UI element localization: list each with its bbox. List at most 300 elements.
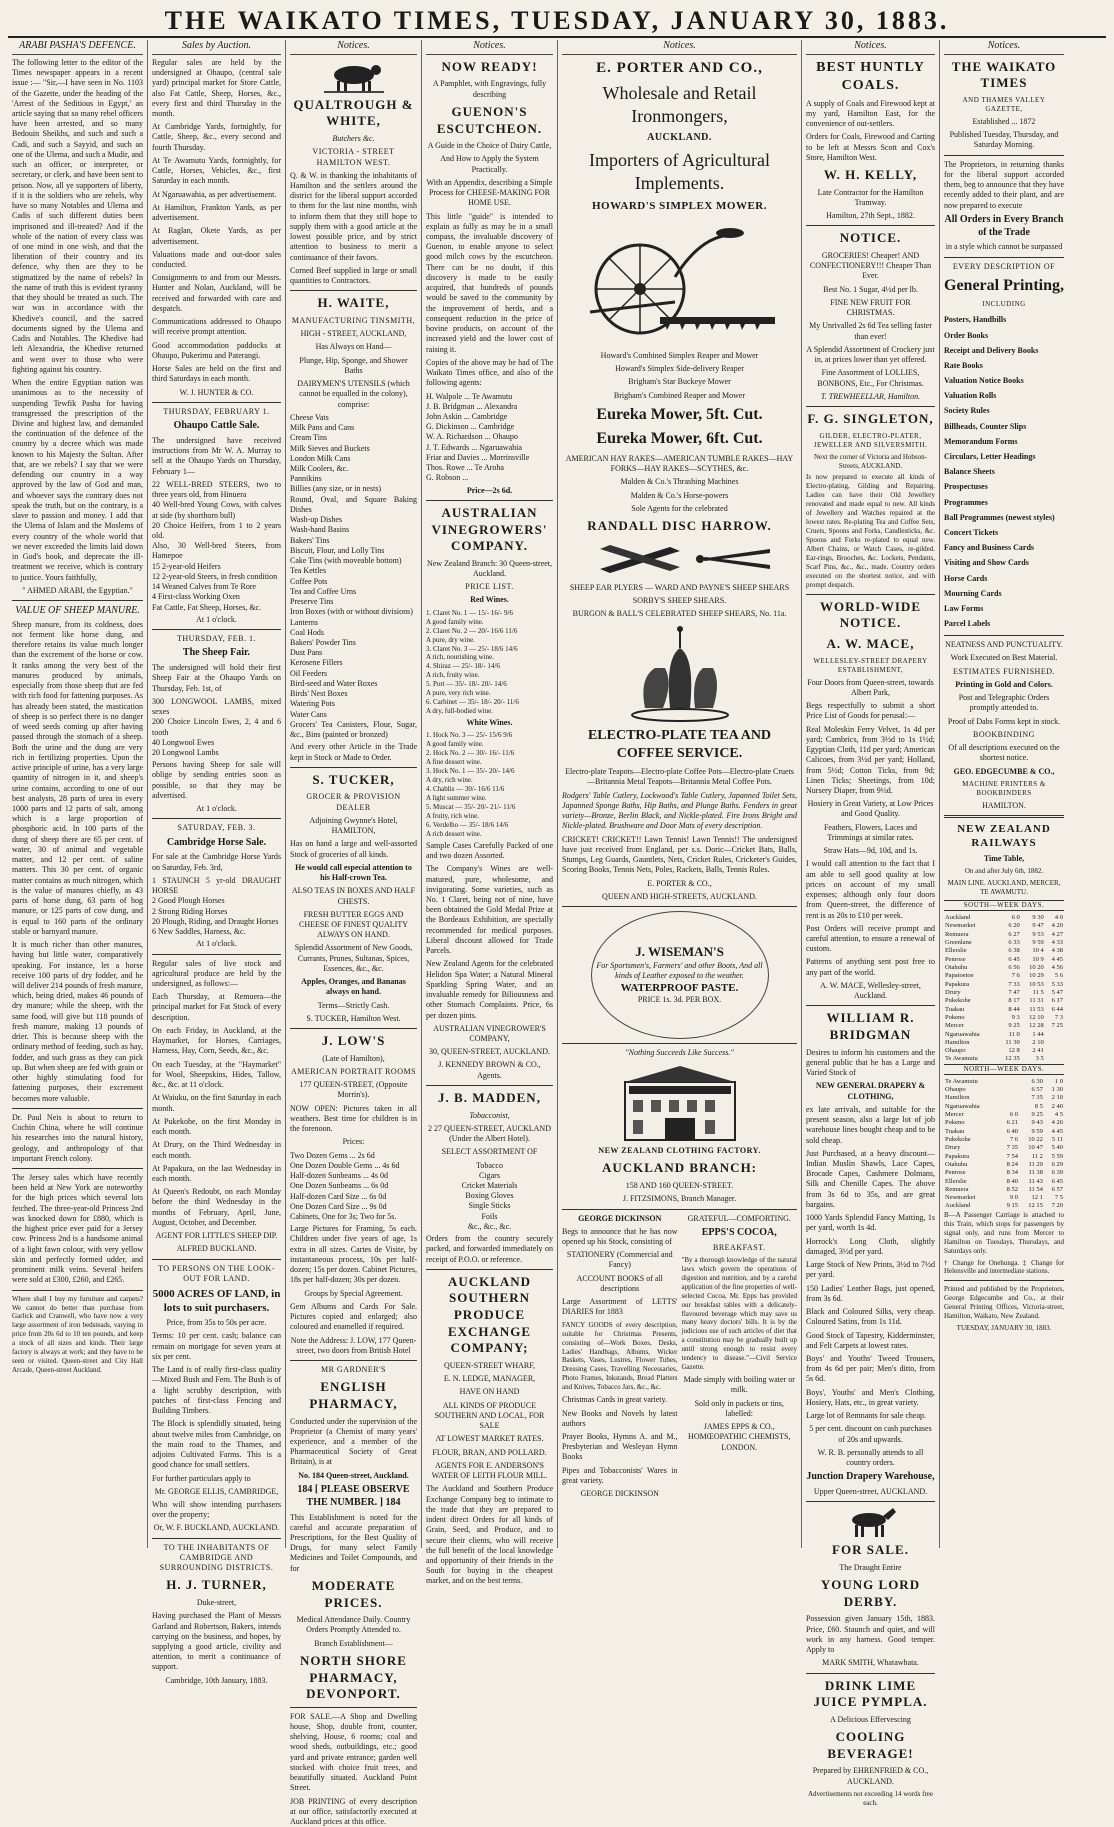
station-cell: Greenlane <box>945 939 972 947</box>
time-cell: 9 59 <box>1032 939 1044 947</box>
vinegrowers-address: New Zealand Branch: 30 Queen-street, Auckland. <box>426 558 553 578</box>
waite-has: Has Always on Hand— <box>315 342 392 352</box>
turner-date: Cambridge, 10th January, 1883. <box>165 1675 268 1685</box>
time-cell: 11 38 <box>1028 1169 1043 1177</box>
live-stock-p23: At Papakura, on the last Wednesday in each month. <box>152 1163 281 1183</box>
divider <box>944 257 1064 258</box>
lot: 22 WELL-BRED STEERS, two to three years old, from Hinuera <box>152 479 281 500</box>
tucker-p9: ALSO TEAS IN BOXES AND HALF CHESTS. <box>291 886 416 906</box>
printing-item: Rate Books <box>944 360 983 370</box>
singleton-text: Is now prepared to execute all kinds of Electro-plating, Gilding and Repairing. Ladies can have their Old Jewellery renovated and made equal to new. All kinds of Jewellery and Watches repaired at the lowest rates. Re-plating Tea and Coffee Sets, Cruets, Spoons and Forks, Candlesticks, &c. Spoons and Forks re-plated to equal new. Albert Chains, or Watch Cases, re-gilded. Ear-rings, Brooches, &c. Lockets, Pendants, Scarf Pins, &c., &c., made. Country orders executed on the shortest notice, and with prompt despatch. <box>806 473 935 589</box>
auction-p6: At Raglan, Okete Yards, as per advertisement. <box>152 226 281 246</box>
gardner-head: MR GARDNER'S <box>320 1365 386 1375</box>
printing-item: Receipt and Delivery Books <box>944 345 1039 355</box>
station-cell: Remuera <box>945 930 969 938</box>
mark-smith: MARK SMITH, Whatawhata. <box>822 1658 919 1668</box>
table-row <box>944 1119 1064 1127</box>
produce-p16: AGENTS FOR E. ANDERSON'S WATER OF LEITH FLOUR MILL. <box>431 1460 548 1481</box>
time-cell: 6 40 <box>1006 1127 1018 1135</box>
notices-heading: Notices. <box>806 40 935 55</box>
printing-item: Valuation Rolls <box>944 391 997 401</box>
table-row <box>944 1128 1064 1136</box>
divider <box>426 500 553 501</box>
low-open: NOW OPEN: Pictures taken in all weathers. Best time for children is in the forenoon. <box>290 1103 417 1134</box>
table-row <box>944 1078 1064 1086</box>
wine-item: A rich, fruity wine. <box>426 671 480 680</box>
table-row <box>944 931 1064 939</box>
time-cell: 10 53 <box>1029 980 1044 988</box>
table-row <box>944 1031 1064 1039</box>
agent-item: G. Dickinson ... Cambridge <box>426 422 515 432</box>
divider <box>12 1108 143 1109</box>
list-item: Round, Oval, and Square Baking Dishes <box>290 494 417 514</box>
arabi-para-1: The following letter to the editor of the Times newspaper appears in a recent issue :— "Sir,—I have seen in No. 1103 of the Gazette, under the heading of the 'Arrest of the Seditious in Egypt,' an article saying that so many rebel officers have been arrested, and so many Bedouin Sheikhs, and such and such a Cadi, and such a Sayyid, and such an one of the Ulema, and such a Mudir, and such an officer, or interpreter, or secretary, or clerk, and have been sent to prison. Now, all ye supporters of liberty, if it is the soldiers who are rebels, why have so many Notables and Ulema and Cadis of such different duties been imprisoned and ill-treated? And if the whole of the nation of every class was of one mind in one wish, and that the liberation of their country and its defence, why then are they to be stigmatized by the name of rebels? In the name of truth this is evident tyranny that they should be treated as such. The war was in accordance with the Khedive's council, and the sacred documents signed by the Ulema and Cadis and Notables. The Khedive had left Alexandria, the Khedive returned and went over to those who were fighting against his country. <box>12 57 143 374</box>
price-item: One Dozen Card Size ... 9s 0d <box>290 1201 387 1211</box>
sale-time-3: At 1 o'clock. <box>196 939 237 949</box>
divider <box>290 1028 417 1029</box>
list-item: Watering Pots <box>290 699 335 709</box>
printing-item: Balance Sheets <box>944 467 995 477</box>
produce-p15: FLOUR, BRAN, AND POLLARD. <box>432 1447 547 1457</box>
agent-item: Thos. Rowe ... Te Aroha <box>426 463 504 473</box>
guenon-p5: This little "guide" is intended to explain as fully as may be in a small compass, the invaluable discovery of Guenon, to enable anyone to select good milch cows by the escutcheon. There can be no doubt, if this discovery is made to be easily acquired, that hundreds of pounds would be saved to the community by the improvement of herds, and a consequent reduction in the price of bovine products, on account of the increased yield and the lower cost of raising it. <box>426 211 553 354</box>
ox-icon <box>324 59 384 93</box>
time-cell <box>999 1086 1019 1094</box>
job-printing: JOB PRINTING of every description at our office, satisfactorily executed at Auckland prices at this office. <box>290 1796 417 1827</box>
imprint: Printed and published by the Proprietors, George Edgecumbe and Co., at their General Printing Offices, Victoria-street, Hamilton, Waikato, New Zealand. <box>944 1285 1064 1321</box>
eureka-5ft: Eureka Mower, 5ft. Cut. <box>596 405 763 423</box>
nz-branch-manager: J. FITZSIMONS, Branch Manager. <box>622 1194 737 1204</box>
list-item: Biscuit, Flour, and Lolly Tins <box>290 545 385 555</box>
pamphlet-desc: A Pamphlet, with Engravings, fully describing <box>432 79 547 99</box>
table-row <box>944 1136 1064 1144</box>
epps-company: JAMES EPPS & CO., HOMŒOPATHIC CHEMISTS, LONDON. <box>688 1422 791 1452</box>
tucker-p10: FRESH BUTTER EGGS AND CHEESE OF FINEST QUALITY ALWAYS ON HAND. <box>299 909 408 940</box>
turner-name: H. J. TURNER, <box>166 1577 267 1593</box>
divider <box>152 629 281 630</box>
auction-p2: At Cambridge Yards, fortnightly, for Cattle, Sheep, &c., every second and fourth Thursday. <box>152 122 281 152</box>
time-cell: 3 5 <box>1035 1055 1044 1063</box>
time-cell: 12 35 <box>1005 1055 1020 1063</box>
dickinson-stationery: STATIONERY (Commercial and Fancy) <box>566 1250 673 1270</box>
lot: 200 Choice Lincoln Ewes, 2, 4 and 6 tooth <box>152 717 281 737</box>
time-cell: 6 0 <box>1009 1111 1018 1118</box>
hay-rakes: AMERICAN HAY RAKES—AMERICAN TUMBLE RAKES—HAY FORKS—HAY RAKES—SCYTHES, &c. <box>565 453 794 474</box>
station-cell: Auckland <box>945 1202 971 1210</box>
mower-line-3: Brigham's Star Buckeye Mower <box>628 377 731 387</box>
time-cell: 11 29 <box>1028 1160 1043 1168</box>
wiseman-seal <box>591 911 769 1039</box>
wine-item: A rich, nourishing wine. <box>426 653 494 662</box>
time-cell: 6 29 <box>1051 1160 1063 1168</box>
table-row <box>944 1039 1064 1047</box>
time-cell: 7 54 <box>1006 1152 1018 1160</box>
divider <box>944 815 1064 818</box>
list-item: Kerosene Fillers <box>290 658 343 668</box>
time-cell: 6 45 <box>1051 1177 1063 1185</box>
bridgman-drapery: NEW GENERAL DRAPERY & CLOTHING, <box>815 1081 926 1101</box>
guenon-agents <box>426 392 553 484</box>
produce-exchange-address: QUEEN-STREET WHARF, <box>443 1360 536 1370</box>
divider <box>290 767 417 768</box>
time-cell: 6 45 <box>1008 955 1020 963</box>
time-cell: 1 0 <box>1054 1077 1063 1085</box>
live-stock-intro: Regular sales of live stock and agricultural produce are held by the undersigned, as follows:— <box>152 958 281 988</box>
auction-p7: Valuations made and out-door sales conducted. <box>152 249 281 270</box>
manure-para-1: Sheep manure, from its coldness, does not ferment like horse dung, and therefore retains its value much longer than the excrement of the horse or cow. It ranks among the very best of the manures produced by animals, especially from those sheep that are fed with rich food for fattening purposes. As has already been stated, the mastication of sheep is so perfect there is no danger of weed seeds coming up after having passed through the stomach of a sheep. Both the urine and the dung are very rich in fertilizing properties. Upon the active principle of urine, has a very large quantity of nitrogen in it, and sheep's urine contains, according to one of our best analysts, 28 parts of urea in every 1000 parts and 12 parts of salt, among which is a large proportion of phosphoric acid. In 100 parts of the dung of sheep there are 65 per cent. of water, 30 of animal and vegetable matter, and 12 per cent. of saline matters. This 30 per cent. of organic matter contains as much nitrogen, which is the value of manures chiefly, as 43 parts of horse dung, 63 parts of hog manure, or 125 parts of cow dung, and is equal to 160 parts of the ordinary stable or barnyard manure. <box>12 619 143 936</box>
estimates: ESTIMATES FURNISHED. <box>952 666 1055 676</box>
time-cell: 10 29 <box>1029 972 1044 980</box>
notice-title: NOTICE. <box>839 230 902 246</box>
cooling-beverage: COOLING BEVERAGE! <box>827 1729 914 1761</box>
tucker-p7: Has on hand a large and well-assorted Stock of groceries of all kinds. <box>290 839 417 859</box>
time-cell: 9 15 <box>1006 1202 1018 1210</box>
tea-selling: My Unrivalled 2s 6d Tea selling faster than ever! <box>809 321 932 341</box>
divider <box>426 1085 553 1086</box>
list-item: Cream Tins <box>290 433 328 443</box>
produce-p12: HAVE ON HAND <box>459 1387 520 1397</box>
station-cell: Ellerslie <box>945 1177 967 1185</box>
time-cell: 7 35 <box>1031 1094 1043 1102</box>
sale-intro-1: The undersigned have received instructions from Mr W. A. Murray to sell at the Ohaupo Yards on Thursday, February 1— <box>152 435 281 476</box>
sale-lots-2 <box>152 697 281 758</box>
station-cell: Papatoetoe <box>945 972 974 980</box>
tucker-trade: GROCER & PROVISION DEALER <box>306 792 401 812</box>
world-wide-notice: WORLD-WIDE NOTICE. <box>819 598 921 631</box>
time-cell: 2 10 <box>1051 1094 1063 1102</box>
time-cell: 11 31 <box>1029 997 1044 1005</box>
table-row <box>944 1153 1064 1161</box>
auction-p1: Regular sales are held by the undersigned at Ohaupo, (central sale yard) principal market for Store Cattle, also Fat Cattle, Sheep, Horses, &c., every first and third Thursday in the month. <box>152 57 281 118</box>
groceries: GROCERIES! Cheaper! AND CONFECTIONERY!!! Cheaper Than Ever. <box>809 250 932 281</box>
printing-item: Horse Cards <box>944 573 988 583</box>
time-cell: 7 5 <box>1054 1194 1063 1202</box>
printing-item: Order Books <box>944 330 989 340</box>
time-cell: 10 20 <box>1029 964 1044 972</box>
time-cell: 9 53 <box>1032 930 1044 938</box>
railways-title: NEW ZEALAND RAILWAYS <box>957 822 1051 850</box>
dickinson-pipes: Pipes and Tobacconists' Wares in great variety. <box>562 1465 678 1485</box>
divider <box>562 1209 797 1210</box>
epps-cocoa: EPPS'S COCOA, <box>701 1226 777 1238</box>
list-item: Lanterns <box>290 617 318 627</box>
guenon-p3: And How to Apply the System Practically. <box>440 154 539 174</box>
huntly-coals-title: BEST HUNTLY COALS. <box>816 59 925 93</box>
table-row <box>944 972 1064 980</box>
wine-item: A good family wine. <box>426 617 484 626</box>
dabs-forms: Proof of Dabs Forms kept in stock. <box>947 716 1061 726</box>
sale-title-2: The Sheep Fair. <box>182 647 251 659</box>
horse-icon <box>843 1506 899 1538</box>
time-cell: 6 21 <box>1006 1119 1018 1127</box>
station-cell: Ohaupo <box>945 1086 966 1094</box>
column-6 <box>802 40 940 1807</box>
list-item: Cake Tins (with moveable bottom) <box>290 556 402 566</box>
land-show: Who will show intending purchasers over the property; <box>152 1500 281 1520</box>
south-timetable <box>944 914 1064 1064</box>
draught-entire: The Draught Entire <box>839 1563 902 1572</box>
goods-item: Cricket Materials <box>461 1180 518 1190</box>
bridgman-b9: 150 Ladies' Leather Bags, just opened, from 3s 6d. <box>806 1283 935 1303</box>
low-name: J. LOW'S <box>321 1033 386 1049</box>
time-cell: 6 0 <box>1011 914 1020 922</box>
produce-p14: AT LOWEST MARKET RATES. <box>435 1434 544 1444</box>
time-cell: 8 17 <box>1008 997 1020 1005</box>
time-cell: 11 43 <box>1028 1177 1043 1185</box>
mace-hosiery: Hosiery in Great Variety, at Low Prices and Good Quality. <box>807 799 934 819</box>
live-stock-p19: On each Tuesday, at the "Haymarket" for Wool, Sheepskins, Hides, Tallow, &c., &c. at 11 o'clock. <box>152 1059 281 1090</box>
time-cell: 6 44 <box>1051 1005 1063 1013</box>
time-cell: 9 43 <box>1031 1119 1043 1127</box>
divider <box>152 954 281 955</box>
low-trade: AMERICAN PORTRAIT ROOMS <box>290 1066 417 1076</box>
station-cell: Hamilton <box>945 1094 970 1102</box>
agent-item: W. A. Richardson ... Ohaupo <box>426 432 518 442</box>
edgecumbe-town: HAMILTON. <box>982 800 1026 810</box>
vinegrowers-sign: AUSTRALIAN VINEGROWER'S COMPANY, <box>433 1023 546 1044</box>
bridgman-intro: Desires to inform his customers and the general public that he has a Large and Varied Stock of <box>806 1047 935 1078</box>
produce-exchange-name: AUCKLAND SOUTHERN PRODUCE EXCHANGE COMPANY; <box>447 1273 532 1356</box>
time-cell: 7 25 <box>1051 1022 1063 1030</box>
divider <box>806 594 935 595</box>
gardner-address: No. 184 Queen-street, Auckland. <box>298 1470 409 1480</box>
divider <box>806 1005 935 1006</box>
time-cell: 11 2 <box>1031 1152 1043 1160</box>
coal-p2: Orders for Coals, Firewood and Carting to be left at Messrs Scott and Cox's Store, Hamilton West. <box>806 132 935 162</box>
nz-clothing-name: NEW ZEALAND CLOTHING FACTORY. <box>598 1146 761 1156</box>
time-cell: 5 47 <box>1051 988 1063 996</box>
time-cell: 4 45 <box>1051 955 1063 963</box>
mace-hats: Straw Hats—9d, 10d, and 1s. <box>823 846 918 856</box>
crockery: A Splendid Assortment of Crockery just in, at prices lower than yet offered. <box>806 344 935 365</box>
tea-service-title: ELECTRO-PLATE TEA AND COFFEE SERVICE. <box>587 728 772 762</box>
edgecumbe-name: GEO. EDGECUMBE & CO., <box>953 766 1055 776</box>
time-cell: 7 33 <box>1008 980 1020 988</box>
dickinson-name: GEORGE DICKINSON <box>578 1213 662 1223</box>
time-cell: 8 40 <box>1006 1177 1018 1185</box>
time-cell: 5 6 <box>1054 972 1063 980</box>
waite-dairy: DAIRYMEN'S UTENSILS (which cannot be equalled in the colony), comprise: <box>297 379 410 409</box>
singleton-name: F. G. SINGLETON, <box>807 411 934 427</box>
notices-heading: Notices. <box>426 40 553 55</box>
column-5 <box>558 40 802 1548</box>
table-row <box>944 947 1064 955</box>
printing-item: Visiting and Show Cards <box>944 558 1029 568</box>
tucker-sign: S. TUCKER, Hamilton West. <box>306 1013 401 1023</box>
waite-trade: MANUFACTURING TINSMITH, <box>291 315 416 325</box>
printing-item: Circulars, Letter Headings <box>944 452 1036 461</box>
dickinson-diaries: Large Assortment of LETTS' DIARIES for 1883 <box>562 1297 678 1317</box>
furniture-para: Where shall I buy my furniture and carpets? We cannot do better than purchase from Garlick and Cranwell, who have now a very large assortment of iron bedsteads, varying in price from 20s 6d to 10 ten pounds, and keep a stock of all sizes and kinds. Their large factory is always at work; and they have to be seen or visited. Queen-street and City Hall Arcade, Queen-street Auckland. <box>12 1294 143 1375</box>
list-item: Milk Pans and Cans <box>290 423 355 433</box>
kelly-name: W. H. KELLY, <box>823 167 918 183</box>
station-cell: Pukekohe <box>945 1135 971 1143</box>
land-block: The Block is splendidly situated, being about twelve miles from Cambridge, on the main road to the Thames, and adjoins Cultivated Farms. This is a good chance for small settlers. <box>152 1419 281 1470</box>
red-wines-list <box>426 609 553 716</box>
land-name-2: Or, W. F. BUCKLAND, AUCKLAND. <box>153 1523 280 1533</box>
mace-post: Post Orders will receive prompt and careful attention, to ensure a renewal of custom. <box>806 923 935 954</box>
time-cell: 12 1 <box>1031 1194 1043 1202</box>
live-stock-p22: At Drury, on the Third Wednesday in each month. <box>152 1140 281 1160</box>
lot: 20 Longwool Lambs <box>152 747 219 757</box>
mace-establishment: WELLESLEY-STREET DRAPERY ESTABLISHMENT, <box>813 656 928 674</box>
guenon-title: GUENON'S ESCUTCHEON. <box>436 103 543 136</box>
divider <box>806 1501 935 1502</box>
turner-address: Duke-street, <box>196 1598 237 1608</box>
junction-address: Upper Queen-street, AUCKLAND. <box>813 1487 928 1497</box>
epps-breakfast: BREAKFAST. <box>713 1242 766 1252</box>
kelly-date: Hamilton, 27th Sept., 1882. <box>826 211 915 221</box>
time-cell: 7 35 <box>1006 1144 1018 1152</box>
low-prices-head: Prices: <box>342 1137 365 1147</box>
railways-date: On and after July 6th, 1882. <box>964 867 1044 876</box>
divider <box>12 1168 143 1169</box>
time-cell: 8 24 <box>1006 1160 1018 1168</box>
station-cell: Pokeno <box>945 1013 965 1021</box>
list-item: Oil Feeders <box>290 668 328 678</box>
times-established: Established ... 1872 <box>972 116 1036 126</box>
time-cell: 9 59 <box>1031 1127 1043 1135</box>
railways-line: MAIN LINE. AUCKLAND, MERCER, TE AWAMUTU. <box>947 879 1061 897</box>
station-cell: Ngaruawahia <box>945 1030 980 1038</box>
time-cell: 9 25 <box>1008 1022 1020 1030</box>
time-cell: 12 28 <box>1029 1022 1044 1030</box>
wiseman-paste: WATERPROOF PASTE. <box>620 982 739 995</box>
time-cell: 4 38 <box>1051 947 1063 955</box>
divider <box>152 818 281 819</box>
mower-line-1: Howard's Combined Simplex Reaper and Mower <box>600 350 759 360</box>
land-acres: 5000 ACRES OF LAND, in lots to suit purchasers. <box>152 1288 281 1315</box>
sale-title-1: Ohaupo Cattle Sale. <box>173 420 260 432</box>
table-row <box>944 964 1064 972</box>
for-sale-title: FOR SALE. <box>832 1542 909 1558</box>
gardner-number: 184 [ PLEASE OBSERVE THE NUMBER. ] 184 <box>297 1483 410 1508</box>
madden-name: J. B. MADDEN, <box>438 1089 541 1105</box>
neis-para: Dr. Paul Neis is about to return to Cochin China, where he will continue his researches into the natural history, geology, and anthropology of that important French colony. <box>12 1112 143 1163</box>
mace-attention: I would call attention to the fact that I am able to sell good quality at low prices on account of my small expenses; although only four doors from Queen-street, the difference of rent is as 20s to £10 per week. <box>806 859 935 920</box>
madden-trade: Tobacconist, <box>469 1110 510 1120</box>
sugar-price: Best No. 1 Sugar, 4½d per lb. <box>823 284 918 294</box>
printing-item: Programmes <box>944 497 988 507</box>
time-cell: 12 8 <box>1008 1047 1020 1055</box>
times-thanks: The Proprietors, in returning thanks for the liberal support accorded them, beg to announce that they have recently added to their plant, and are now prepared to execute <box>944 159 1064 210</box>
sale-lots-3 <box>152 876 281 937</box>
shop-for-sale: FOR SALE.—A Shop and Dwelling house, Shop, double front, counter, shelving, House, 6 rooms; coal and wood sheds, outbuildings, etc.; good yard and private entrance; garden well stocked with choice fruit trees, and beautifully situated. Auckland Point Street. <box>290 1711 417 1793</box>
wine-item: 6. Verdelho — 35/- 18/6 14/6 <box>426 820 509 829</box>
alfred-buckland: ALFRED BUCKLAND. <box>176 1244 257 1254</box>
tucker-p12: Apples, Oranges, and Bananas always on hand. <box>301 977 406 997</box>
table-row <box>944 989 1064 997</box>
north-timetable <box>944 1078 1064 1211</box>
auction-p11: Horse Sales are held on the first and third Saturdays in each month. <box>152 364 281 384</box>
time-cell: 6 38 <box>1008 947 1020 955</box>
time-cell: 1 44 <box>1032 1030 1044 1038</box>
tucker-name: S. TUCKER, <box>312 771 395 787</box>
divider <box>806 225 935 226</box>
bridgman-b11: Good Stock of Tapestry, Kidderminster, and Felt Carpets at lowest rates. <box>806 1330 935 1350</box>
agent-item: G. Robson ... <box>426 473 469 483</box>
columns <box>8 40 1106 1827</box>
list-item: Wash-hand Basins <box>290 525 350 535</box>
time-cell: 2 10 <box>1032 1038 1044 1046</box>
north-shore-pharmacy: NORTH SHORE PHARMACY, DEVONPORT. <box>300 1652 407 1702</box>
guenon-p4: With an Appendix, describing a Simple Process for CHEESE-MAKING FOR HOME USE. <box>426 177 553 208</box>
time-cell: 6 27 <box>1008 930 1020 938</box>
printing-item: Law Forms <box>944 603 984 613</box>
price-item: Half-dozen Card Size ... 6s 0d <box>290 1191 387 1201</box>
auction-agent: W. J. HUNTER & CO. <box>179 387 254 397</box>
wine-item: 5. Port — 35/- 18/- 20/- 14/6 <box>426 680 507 689</box>
table-row <box>944 1006 1064 1014</box>
wiseman-name: J. WISEMAN'S <box>635 944 724 960</box>
time-cell: 4 26 <box>1051 1119 1063 1127</box>
arabi-heading: ARABI PASHA'S DEFENCE. <box>12 40 143 55</box>
auction-p4: At Ngaruawahia, as per advertisement. <box>152 189 277 199</box>
arabi-signature: " AHMED ARABI, the Egyptian." <box>22 585 133 595</box>
time-cell: 10 47 <box>1028 1144 1043 1152</box>
madden-assortment: SELECT ASSORTMENT OF <box>441 1147 538 1157</box>
printing-item: Fancy and Business Cards <box>944 543 1035 553</box>
notices-heading: Notices. <box>290 40 417 55</box>
table-row <box>944 1202 1064 1210</box>
goods-item: Tobacco <box>476 1160 503 1170</box>
bridgman-b10: Black and Coloured Silks, very cheap. Coloured Satins, from 1s 11d. <box>806 1307 935 1327</box>
time-cell: 12 15 <box>1028 1202 1043 1210</box>
wine-item: A rich dessert wine. <box>426 829 482 838</box>
malden-thrashing: Malden & Co.'s Thrashing Machines <box>620 477 739 487</box>
waite-items <box>290 413 417 741</box>
best-material: Work Executed on Best Material. <box>950 653 1058 663</box>
divider <box>426 1269 553 1270</box>
printing-item: Memorandum Forms <box>944 436 1018 446</box>
column-7 <box>940 40 1068 1548</box>
station-cell: Penrose <box>945 955 966 963</box>
time-cell: 5 11 <box>1051 1135 1063 1143</box>
bookbinding: BOOKBINDING <box>973 729 1035 739</box>
wine-item: A dry, rich wine. <box>426 776 473 785</box>
time-cell <box>999 1094 1019 1102</box>
junction-drapery: Junction Drapery Warehouse, <box>806 1471 935 1483</box>
sorby-shears: SORBY'S SHEEP SHEARS. <box>632 595 727 605</box>
notices-heading: Notices. <box>562 40 797 55</box>
low-prices <box>290 1151 417 1223</box>
live-stock-p18: On each Friday, in Auckland, at the Haymarket, for Horses, Carriages, Harness, Hay, Corn, Seeds, &c., &c. <box>152 1025 281 1056</box>
divider <box>12 600 143 601</box>
goods-item: Boxing Gloves <box>465 1191 514 1201</box>
list-item: Tea and Coffee Urns <box>290 586 357 596</box>
lot: 2 Good Plough Horses <box>152 896 225 906</box>
waite-name: H. WAITE, <box>317 295 390 311</box>
auction-p3: At Te Awamutu Yards, fortnightly, for Cattle, Horses, Vehicles, &c., first Saturday in each month. <box>152 155 281 186</box>
time-cell: 6 56 <box>1008 964 1020 972</box>
white-wines-title: White Wines. <box>466 718 513 728</box>
lot: 14 Weaned Calves from Te Rore <box>152 582 257 592</box>
qualtrough-name: QUALTROUGH & WHITE, <box>293 96 414 129</box>
land-terms: Terms: 10 per cent. cash; balance can remain on mortgage for seven years at six per cent. <box>152 1331 281 1361</box>
time-cell: 2 41 <box>1032 1047 1044 1055</box>
list-item: Billies (any size, or in nests) <box>290 484 382 494</box>
bridgman-b15: 5 per cent. discount on cash purchases of 20s and upwards. <box>809 1424 932 1444</box>
station-cell: Mercer <box>945 1111 964 1118</box>
station-cell: Pukekohe <box>945 997 971 1005</box>
advert-note: Advertisements not exceeding 14 words free each. <box>808 1789 933 1807</box>
table-row <box>944 1014 1064 1022</box>
station-cell: Tuakau <box>945 1005 965 1013</box>
list-item: Wash-up Dishes <box>290 515 343 525</box>
nz-clothing-motto: "Nothing Succeeds Like Success." <box>625 1047 734 1057</box>
bottom-pair <box>562 1214 797 1503</box>
list-item: Cheese Vats <box>290 412 329 422</box>
